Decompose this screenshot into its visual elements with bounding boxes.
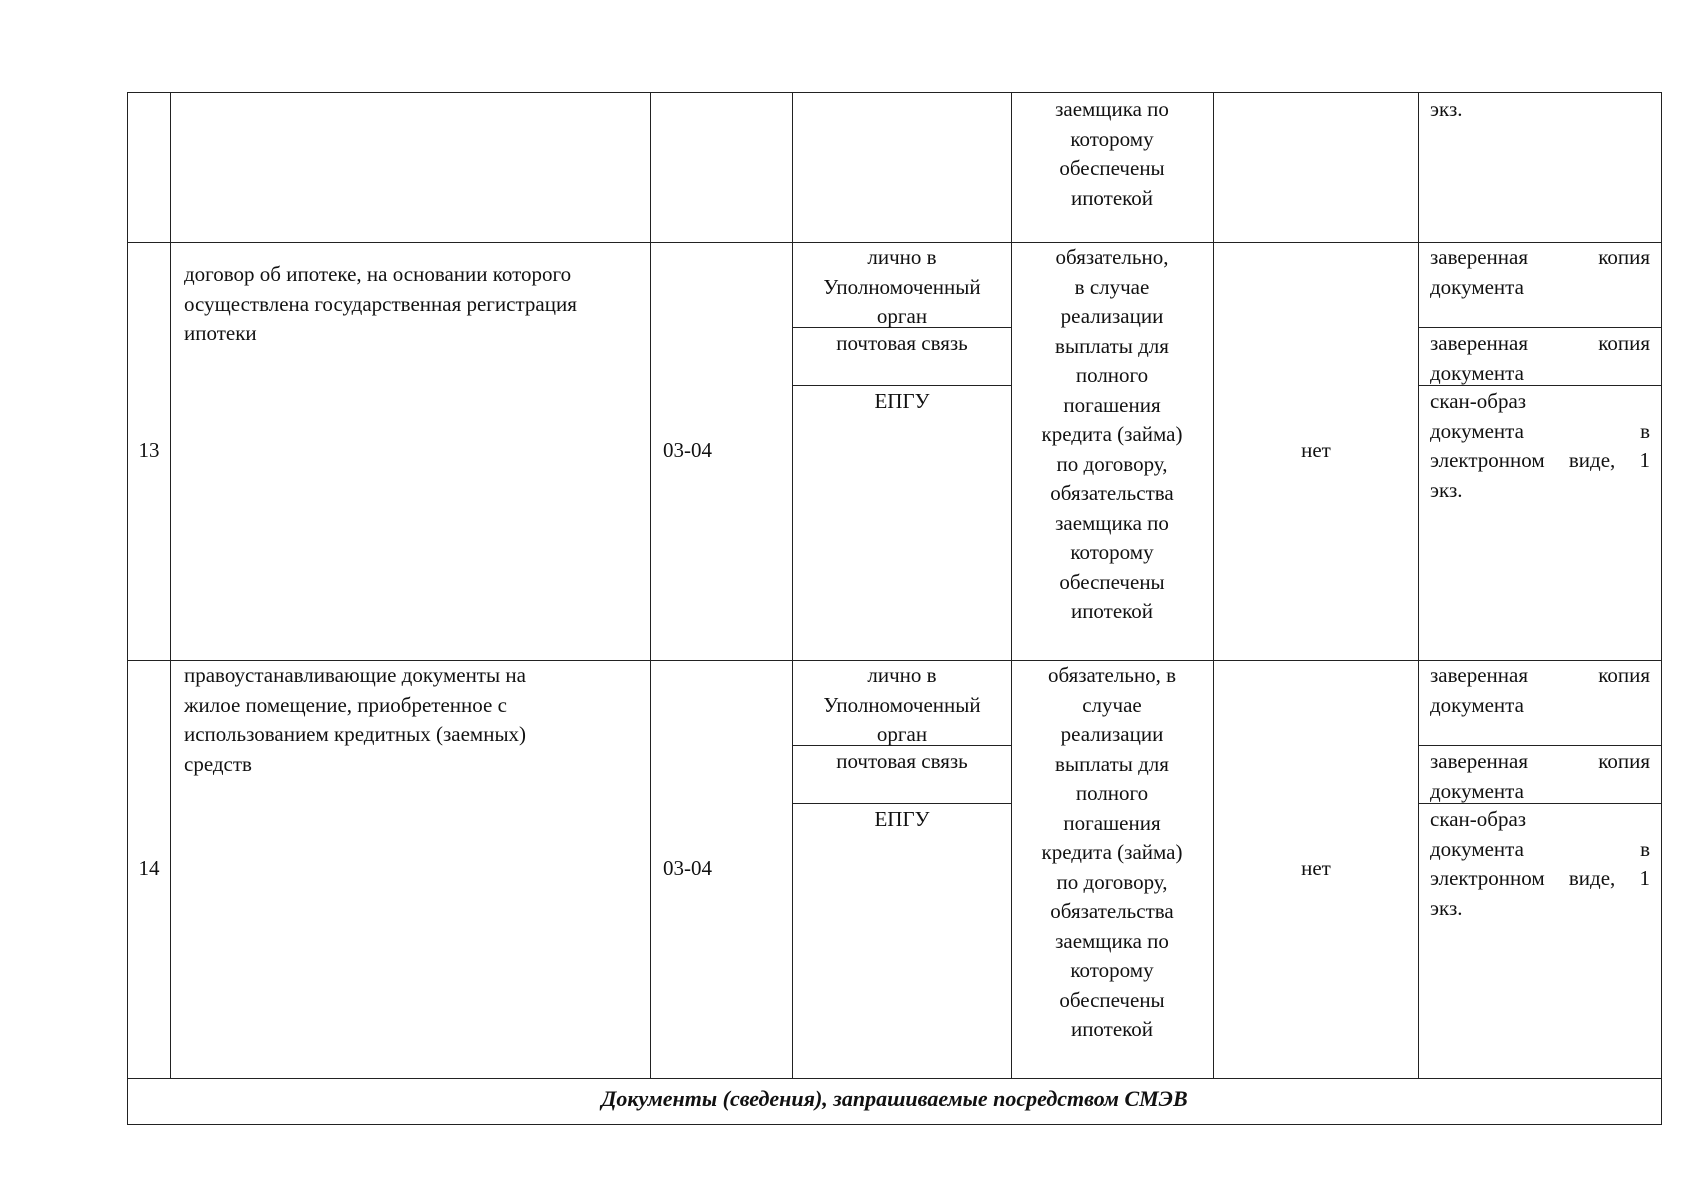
returnable-flag: нет: [1301, 856, 1331, 880]
col-line: [170, 93, 171, 1078]
document-form-in-person: заверенная копия документа: [1430, 663, 1650, 717]
subrow-line: [792, 385, 1011, 386]
continuation-form: экз.: [1430, 97, 1463, 121]
document-code: 03-04: [663, 856, 712, 880]
submission-method-in-person: лично в Уполномоченный орган: [823, 663, 981, 746]
subrow-line: [1418, 745, 1661, 746]
submission-method-epgu: ЕПГУ: [874, 389, 930, 413]
submission-method-epgu: ЕПГУ: [874, 807, 930, 831]
row-line: [128, 1078, 1661, 1079]
section-heading: Документы (сведения), запрашиваемые посредством СМЭВ: [601, 1086, 1188, 1111]
continuation-condition: заемщика по которому обеспечены ипотекой: [1055, 97, 1169, 210]
col-line: [792, 93, 793, 1078]
submission-method-post: почтовая связь: [836, 749, 968, 773]
submission-method-post: почтовая связь: [836, 331, 968, 355]
row-number: 13: [138, 438, 160, 462]
subrow-line: [1418, 327, 1661, 328]
submission-condition: обязательно, в случае реализации выплаты для полного погашения кредита (займа) по договору, обязательства заемщика по которому обеспечены ипотекой: [1041, 245, 1183, 623]
submission-condition: обязательно, в случае реализации выплаты для полного погашения кредита (займа) по договору, обязательства заемщика по которому обеспечены ипотекой: [1041, 663, 1183, 1041]
returnable-flag: нет: [1301, 438, 1331, 462]
document-form-post: заверенная копия документа: [1430, 331, 1650, 385]
col-line: [1418, 93, 1419, 1078]
document-form-in-person: заверенная копия документа: [1430, 245, 1650, 299]
row-number: 14: [138, 856, 160, 880]
document-form-epgu: скан-образ документа в электронном виде, 1 экз.: [1430, 807, 1650, 920]
submission-method-in-person: лично в Уполномоченный орган: [823, 245, 981, 328]
document-name: правоустанавливающие документы на жилое помещение, приобретенное с использованием кредитных (заемных) средств: [184, 663, 527, 776]
document-form-post: заверенная копия документа: [1430, 749, 1650, 803]
document-form-epgu: скан-образ документа в электронном виде, 1 экз.: [1430, 389, 1650, 502]
col-line: [1213, 93, 1214, 1078]
document-table: [127, 92, 1662, 1125]
document-code: 03-04: [663, 438, 712, 462]
subrow-line: [792, 803, 1011, 804]
document-name: договор об ипотеке, на основании которого осуществлена государственная регистрация ипотеки: [184, 262, 577, 345]
col-line: [650, 93, 651, 1078]
